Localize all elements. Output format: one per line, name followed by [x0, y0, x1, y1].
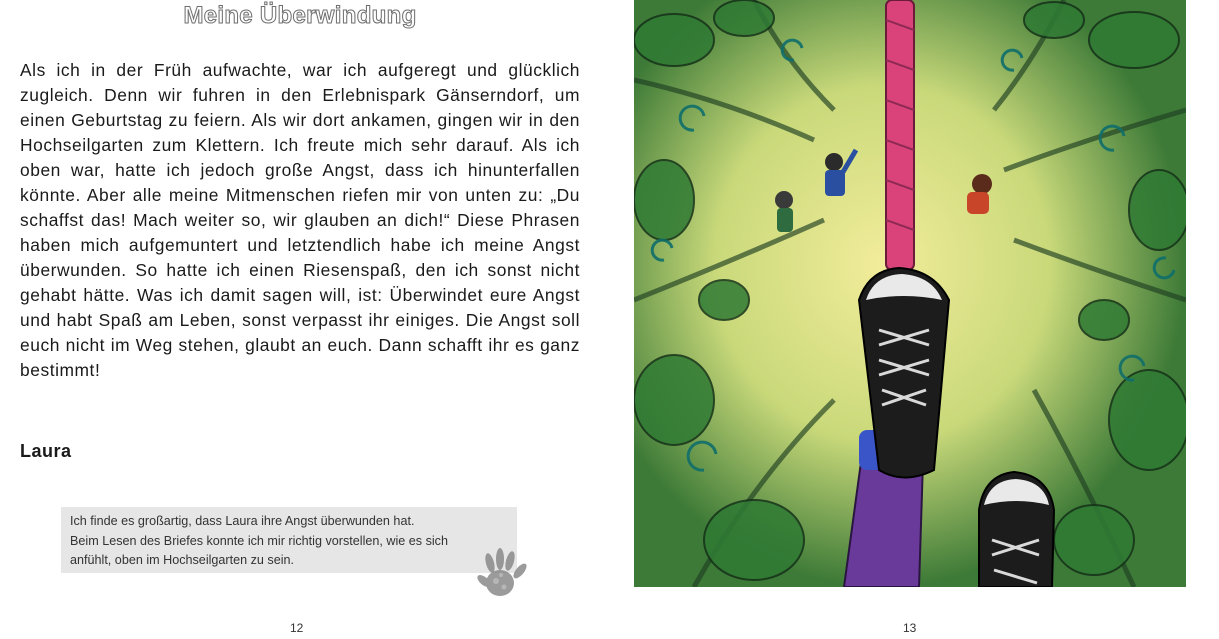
- page-number: 13: [903, 621, 917, 635]
- cheering-person: [775, 191, 793, 232]
- comment-text: [70, 512, 510, 571]
- page-title: Meine Überwindung: [183, 2, 417, 29]
- tightrope-sneakers-illustration: [634, 0, 1186, 587]
- author-name: Laura: [20, 441, 72, 461]
- hand-print-icon: [470, 545, 534, 603]
- letter-text: Als ich in der Früh aufwachte, war ich aufgeregt und glücklich zugleich. Denn wir fuhren in den Erlebnispark Gänserndorf, um einen Geburtstag zu feiern. Als wir dort ankamen, gingen wir in den Hochseilgarten zum Klettern. Ich freute mich sehr darauf. Als ich oben war, hatte ich jedoch große Angst, dass ich hinunterfallen könnte. Aber alle meine Mitmenschen riefen mir von unten zu: „Du schaffst das! Mach weiter so, wir glauben an dich!“ Diese Phrasen haben mich aufgemuntert und letztendlich habe ich meine Angst überwunden. So hatte ich einen Riesenspaß, den ich sonst nicht gehabt hätte. Was ich damit sagen will, ist: Überwindet eure Angst und habt Spaß am Leben, sonst verpasst ihr einiges. Die Angst soll euch nicht im Weg stehen, glaubt an euch. Dann schafft ihr es ganz bestimmt!: [20, 60, 580, 380]
- comment-line: Beim Lesen des Briefes konnte ich mir richtig vorstellen, wie es sich: [70, 533, 448, 548]
- page-number: 12: [290, 621, 304, 635]
- comment-line: Ich finde es großartig, dass Laura ihre Angst überwunden hat.: [70, 514, 415, 528]
- left-page: [0, 0, 600, 639]
- comment-line: anfühlt, oben im Hochseilgarten zu sein.: [70, 553, 295, 567]
